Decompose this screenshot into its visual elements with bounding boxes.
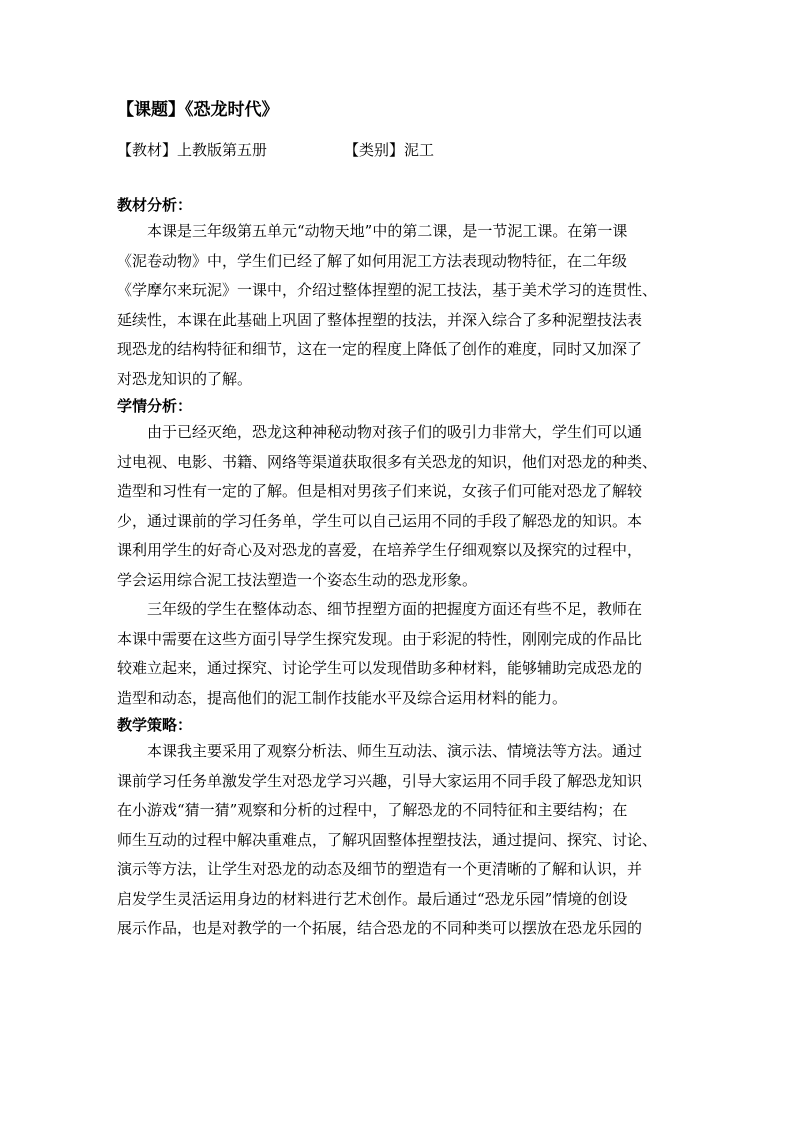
lesson-meta [117,140,677,160]
text-line: 师生互动的过程中解决重难点，了解巩固整体捏塑技法，通过提问、探究、讨论、 [117,830,658,849]
section-material-analysis [117,193,677,394]
text-line: 《泥卷动物》中，学生们已经了解了如何用泥工方法表现动物特征，在二年级 [117,251,628,270]
text-line: 本课是三年级第五单元“动物天地”中的第二课，是一节泥工课。在第一课 [147,222,628,240]
paragraph [117,595,677,713]
text-line: 在小游戏“猜一猜”观察和分析的过程中，了解恐龙的不同特征和主要结构；在 [117,801,628,819]
text-line: 课前学习任务单激发学生对恐龙学习兴趣，引导大家运用不同手段了解恐龙知识 [117,771,643,790]
text-line: 造型和习性有一定的了解。但是相对男孩子们来说，女孩子们可能对恐龙了解较 [117,482,643,500]
paragraph [117,217,677,394]
text-line: 三年级的学生在整体动态、细节捏塑方面的把握度方面还有些不足，教师在 [147,600,643,618]
section-heading: 教学策略： [117,716,193,734]
text-line: 由于已经灭绝，恐龙这种神秘动物对孩子们的吸引力非常大，学生们可以通 [147,423,643,441]
text-line: 启发学生灵活运用身边的材料进行艺术创作。最后通过“恐龙乐园”情境的创设 [117,889,628,908]
section-student-analysis [117,394,677,713]
text-line: 造型和动态，提高他们的泥工制作技能水平及综合运用材料的能力。 [117,688,568,707]
text-line: 少，通过课前的学习任务单，学生可以自己运用不同的手段了解恐龙的知识。本 [117,511,643,530]
text-line: 对恐龙知识的了解。 [117,369,253,388]
text-line: 延续性，本课在此基础上巩固了整体捏塑的技法，并深入综合了多种泥塑技法表 [117,310,643,329]
paragraph [117,737,677,944]
document-page [117,98,677,944]
text-line: 《学摩尔来玩泥》一课中，介绍过整体捏塑的泥工技法，基于美术学习的连贯性、 [117,281,658,299]
text-line: 学会运用综合泥工技法塑造一个姿态生动的恐龙形象。 [117,570,478,589]
section-heading: 教材分析： [117,196,193,214]
textbook-label: 【教材】上教版第五册 [117,141,268,159]
paragraph [117,418,677,595]
text-line: 过电视、电影、书籍、网络等渠道获取很多有关恐龙的知识，他们对恐龙的种类、 [117,452,658,471]
category-label: 【类别】泥工 [344,141,435,159]
text-line: 演示等方法，让学生对恐龙的动态及细节的塑造有一个更清晰的了解和认识，并 [117,860,643,878]
text-line: 较难立起来，通过探究、讨论学生可以发现借助多种材料，能够辅助完成恐龙的 [117,659,643,677]
text-line: 展示作品，也是对教学的一个拓展，结合恐龙的不同种类可以摆放在恐龙乐园的 [117,919,643,937]
section-teaching-strategy [117,713,677,944]
text-line: 现恐龙的结构特征和细节，这在一定的程度上降低了创作的难度，同时又加深了 [117,340,643,358]
text-line: 本课中需要在这些方面引导学生探究发现。由于彩泥的特性，刚刚完成的作品比 [117,629,643,648]
text-line: 课利用学生的好奇心及对恐龙的喜爱，在培养学生仔细观察以及探究的过程中， [117,541,643,559]
lesson-title: 【课题】《恐龙时代》 [117,100,279,120]
text-line: 本课我主要采用了观察分析法、师生互动法、演示法、情境法等方法。通过 [147,742,643,760]
section-heading: 学情分析： [117,397,193,415]
